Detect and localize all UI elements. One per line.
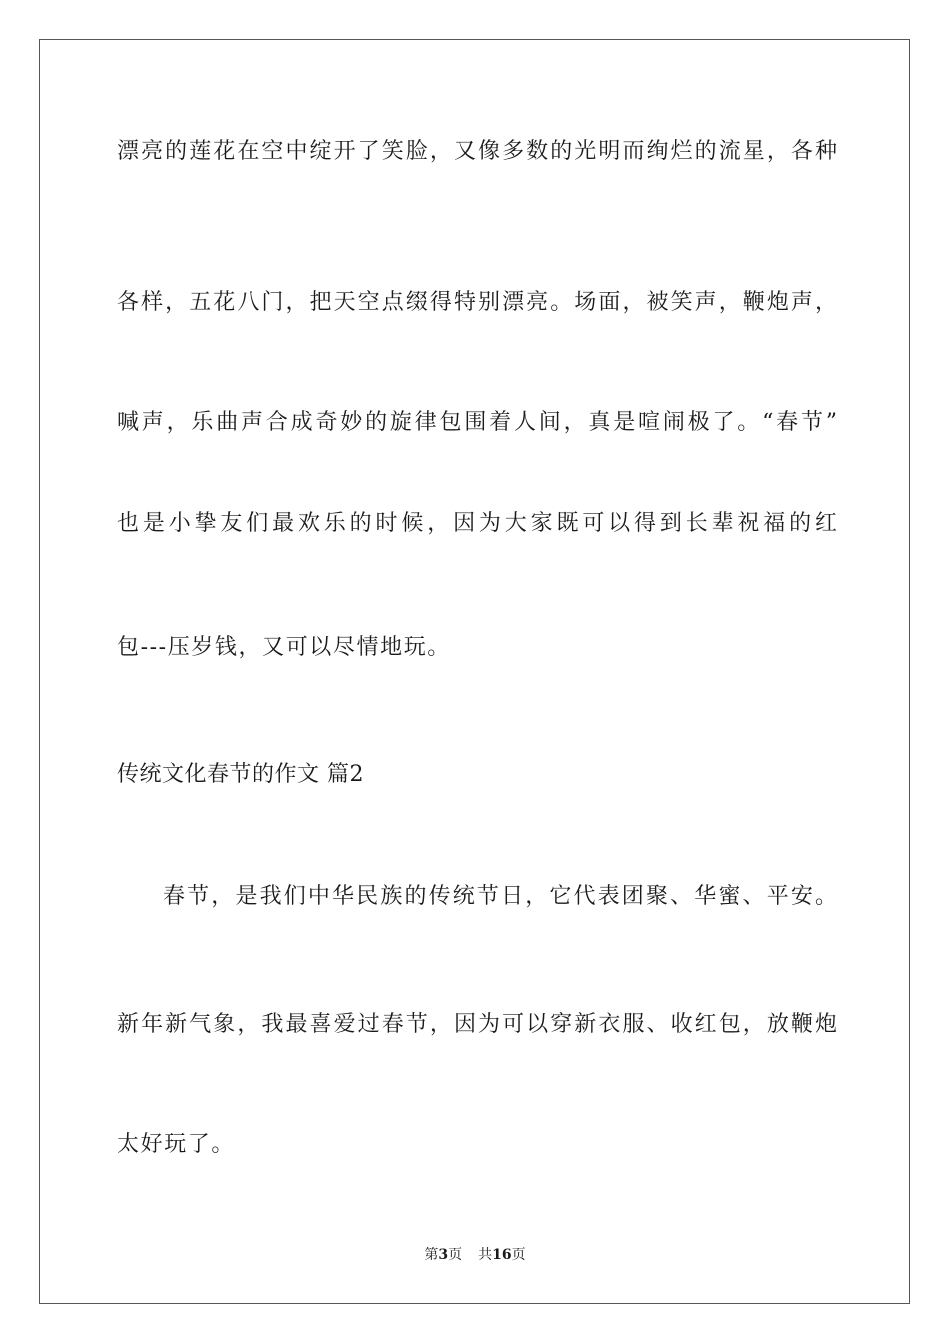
footer-total-suffix: 页 bbox=[511, 1247, 526, 1263]
text-line: 也是小挚友们最欢乐的时候，因为大家既可以得到长辈祝福的红 bbox=[117, 511, 837, 536]
footer-total-prefix: 共 bbox=[478, 1247, 493, 1263]
footer-total-pages: 16 bbox=[492, 1247, 512, 1263]
footer-page-suffix: 页 bbox=[448, 1247, 463, 1263]
text-line: 春节，是我们中华民族的传统节日，它代表团聚、华蜜、平安。 bbox=[163, 884, 837, 909]
footer-page-prefix: 第 bbox=[424, 1247, 439, 1263]
text-line: 喊声，乐曲声合成奇妙的旋律包围着人间，真是喧闹极了。“春节” bbox=[117, 410, 837, 435]
text-line: 漂亮的莲花在空中绽开了笑脸，又像多数的光明而绚烂的流星，各种 bbox=[117, 139, 837, 164]
footer-page-number: 3 bbox=[438, 1247, 449, 1263]
section-heading: 传统文化春节的作文 篇2 bbox=[117, 762, 364, 787]
text-line: 包---压岁钱，又可以尽情地玩。 bbox=[117, 635, 451, 660]
text-line: 各样，五花八门，把天空点缀得特别漂亮。场面，被笑声，鞭炮声， bbox=[117, 290, 837, 315]
page-footer bbox=[0, 1245, 950, 1265]
text-line: 新年新气象，我最喜爱过春节，因为可以穿新衣服、收红包，放鞭炮 bbox=[117, 1012, 837, 1037]
text-line: 太好玩了。 bbox=[117, 1132, 236, 1157]
page-border bbox=[39, 39, 910, 1304]
